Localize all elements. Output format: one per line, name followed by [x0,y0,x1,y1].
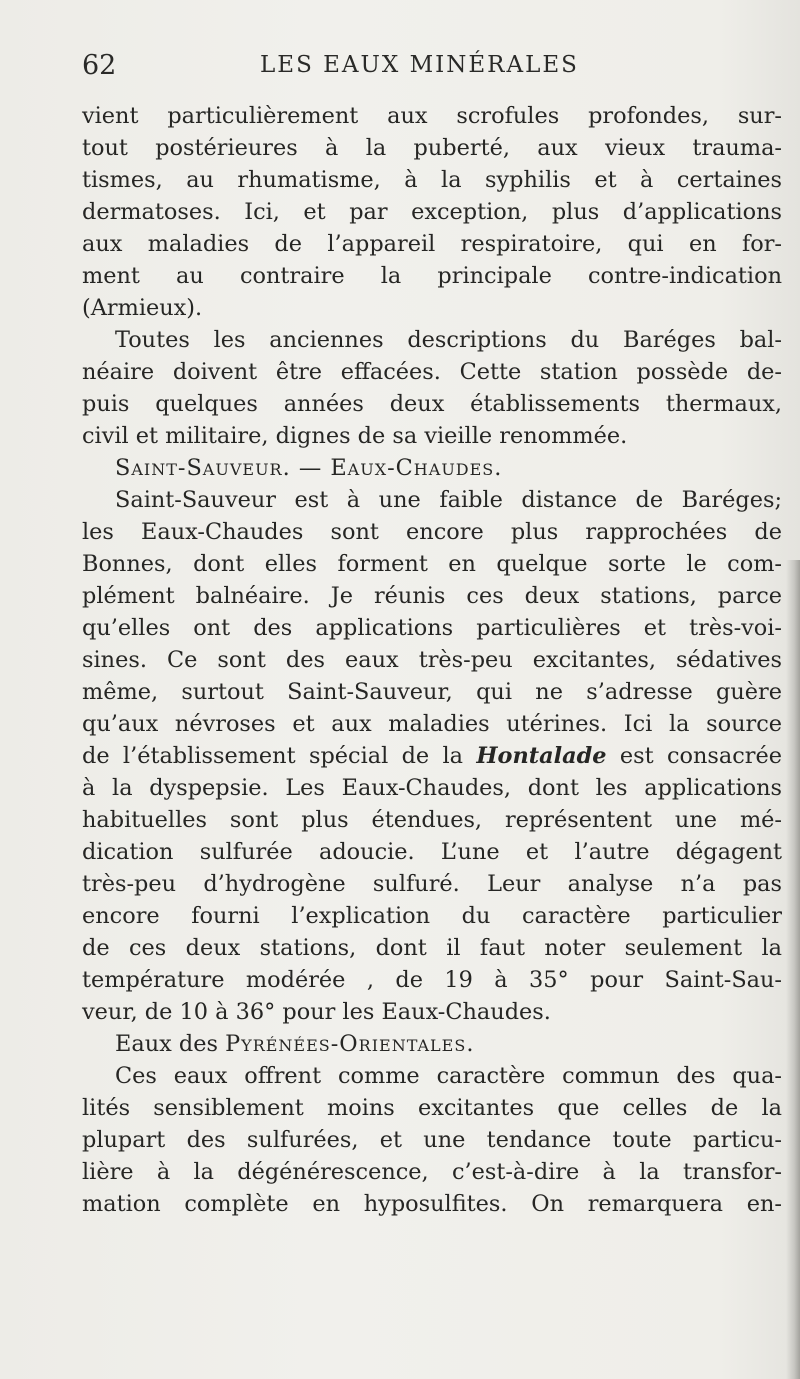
section-heading-pyrenees-orientales [82,1028,782,1060]
body-text [82,100,782,1220]
text-line: (Armieux). [82,295,203,321]
heading-segment-smallcaps: Pyrénées-Orientales. [225,1031,475,1057]
text-line: plupart des sulfurées, et une tendance toute particu- [82,1127,782,1153]
page-edge-shadow [786,560,800,1379]
text-line: néaire doivent être effacées. Cette station possède de- [82,359,782,385]
page-number: 62 [82,50,117,81]
section-heading-saint-sauveur: Saint-Sauveur. — Eaux-Chaudes. [115,455,503,481]
text-line: civil et militaire, dignes de sa vieille renommée. [82,423,628,449]
text-line: qu’aux névroses et aux maladies utérines. Ici la source [82,711,782,737]
text-line: puis quelques années deux établissements thermaux, [82,391,782,417]
text-segment: de l’établissement spécial de la [82,743,477,769]
text-line: Ces eaux offrent comme caractère commun des qua- [115,1063,782,1089]
text-line: encore fourni l’explication du caractère particulier [82,903,782,929]
text-line: lités sensiblement moins excitantes que celles de la [82,1095,782,1121]
text-line: tout postérieures à la puberté, aux vieux trauma- [82,135,782,161]
text-line [82,740,782,772]
text-line: dermatoses. Ici, et par exception, plus d’applications [82,199,782,225]
text-line: plément balnéaire. Je réunis ces deux stations, parce [82,583,782,609]
text-line: Toutes les anciennes descriptions du Baréges bal- [115,327,782,353]
text-line: très-peu d’hydrogène sulfuré. Leur analyse n’a pas [82,871,782,897]
text-line: habituelles sont plus étendues, représentent une mé- [82,807,782,833]
text-segment: est consacrée [606,743,782,769]
text-line: de ces deux stations, dont il faut noter seulement la [82,935,782,961]
text-line: tismes, au rhumatisme, à la syphilis et à certaines [82,167,782,193]
text-line: qu’elles ont des applications particulières et très-voi- [82,615,782,641]
text-line: Saint-Sauveur est à une faible distance de Baréges; [115,487,782,513]
text-line: même, surtout Saint-Sauveur, qui ne s’adresse guère [82,679,782,705]
text-line: mation complète en hyposulfites. On remarquera en- [82,1191,782,1217]
text-line: les Eaux-Chaudes sont encore plus rapprochées de [82,519,782,545]
text-line: à la dyspepsie. Les Eaux-Chaudes, dont les applications [82,775,782,801]
text-line: Bonnes, dont elles forment en quelque sorte le com- [82,551,782,577]
text-line: dication sulfurée adoucie. L’une et l’autre dégagent [82,839,782,865]
text-line: sines. Ce sont des eaux très-peu excitantes, sédatives [82,647,782,673]
running-title: LES EAUX MINÉRALES [260,52,579,78]
italic-term-hontalade: Hontalade [476,743,607,769]
heading-segment: Eaux des [115,1031,226,1057]
text-line: température modérée , de 19 à 35° pour Saint-Sau- [82,967,782,993]
text-line: ment au contraire la principale contre-indication [82,263,782,289]
text-line: aux maladies de l’appareil respiratoire, qui en for- [82,231,782,257]
text-line: lière à la dégénérescence, c’est-à-dire à la transfor- [82,1159,782,1185]
text-line: vient particulièrement aux scrofules profondes, sur- [82,103,782,129]
text-line: veur, de 10 à 36° pour les Eaux-Chaudes. [82,999,551,1025]
page-header [82,50,782,90]
